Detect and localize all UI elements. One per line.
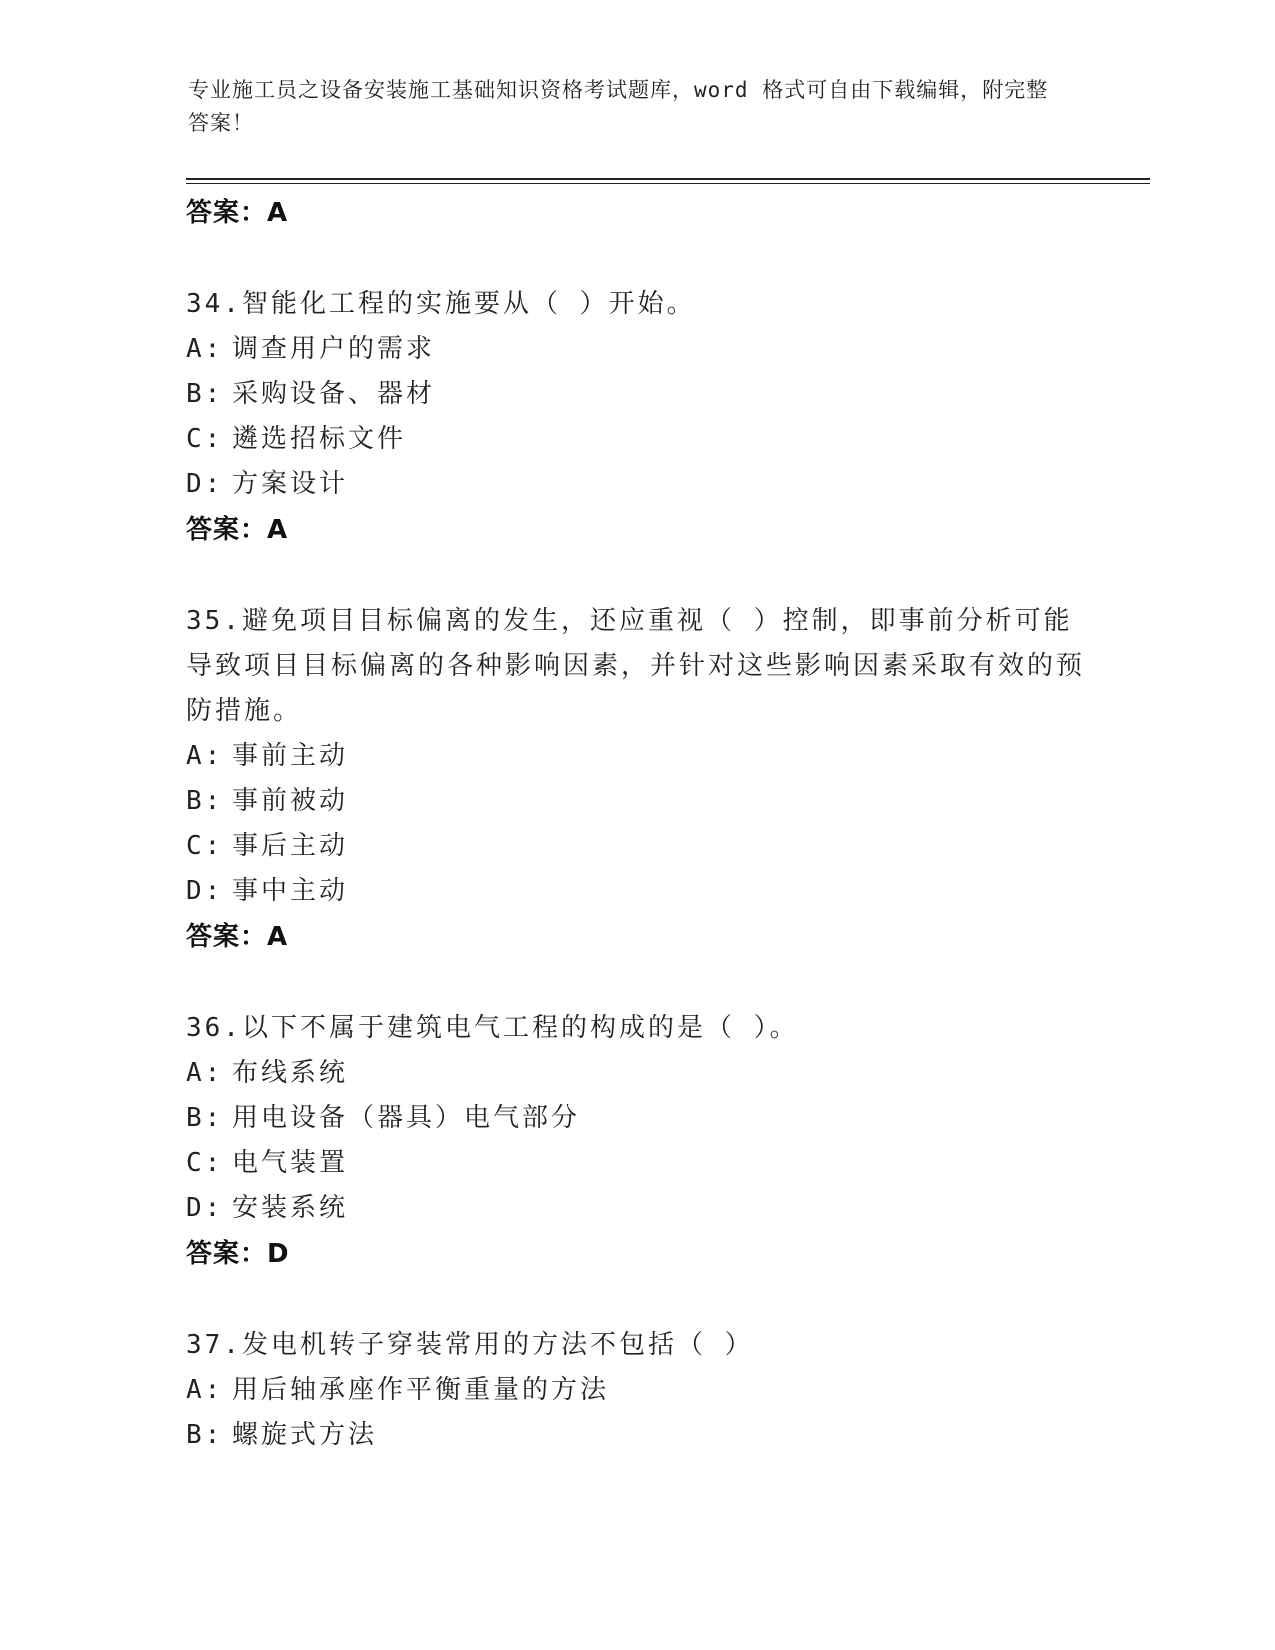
answer-line: 答案：A bbox=[186, 198, 289, 228]
option-letter: A: bbox=[186, 334, 224, 364]
option-c bbox=[186, 1141, 1086, 1186]
option-b bbox=[186, 1096, 1086, 1141]
question-35 bbox=[186, 599, 1086, 960]
question-34 bbox=[186, 282, 1086, 553]
option-letter: D: bbox=[186, 1193, 224, 1223]
option-text: 布线系统 bbox=[232, 1058, 349, 1088]
option-d bbox=[186, 462, 1086, 507]
option-d bbox=[186, 1186, 1086, 1231]
header-divider-thin bbox=[186, 183, 1150, 184]
option-text: 方案设计 bbox=[232, 469, 349, 499]
option-c bbox=[186, 824, 1086, 869]
option-letter: C: bbox=[186, 1148, 224, 1178]
question-stem: 34.智能化工程的实施要从（ ）开始。 bbox=[186, 289, 696, 319]
question-37 bbox=[186, 1323, 1086, 1458]
option-letter: A: bbox=[186, 1058, 224, 1088]
option-letter: B: bbox=[186, 1103, 224, 1133]
option-a bbox=[186, 734, 1086, 779]
document-header: 专业施工员之设备安装施工基础知识资格考试题库，word 格式可自由下载编辑，附完整答案！ bbox=[188, 78, 1049, 135]
question-stem: 37.发电机转子穿装常用的方法不包括（ ） bbox=[186, 1330, 754, 1360]
option-a bbox=[186, 1368, 1086, 1413]
answer-line: 答案：D bbox=[186, 1239, 290, 1269]
option-letter: B: bbox=[186, 379, 224, 409]
question-36 bbox=[186, 1006, 1086, 1277]
question-stem: 36.以下不属于建筑电气工程的构成的是（ ）。 bbox=[186, 1013, 799, 1043]
option-letter: C: bbox=[186, 831, 224, 861]
option-letter: D: bbox=[186, 876, 224, 906]
option-letter: A: bbox=[186, 1375, 224, 1405]
option-text: 用电设备（器具）电气部分 bbox=[232, 1103, 581, 1133]
answer-line: 答案：A bbox=[186, 922, 289, 952]
question-list bbox=[186, 190, 1086, 1458]
option-text: 用后轴承座作平衡重量的方法 bbox=[232, 1375, 610, 1405]
option-text: 事中主动 bbox=[232, 876, 349, 906]
header-divider bbox=[186, 178, 1150, 180]
option-text: 电气装置 bbox=[232, 1148, 349, 1178]
option-text: 事后主动 bbox=[232, 831, 349, 861]
option-d bbox=[186, 869, 1086, 914]
option-text: 螺旋式方法 bbox=[232, 1420, 378, 1450]
option-text: 采购设备、器材 bbox=[232, 379, 436, 409]
option-text: 事前被动 bbox=[232, 786, 349, 816]
option-letter: B: bbox=[186, 1420, 224, 1450]
option-letter: B: bbox=[186, 786, 224, 816]
option-letter: A: bbox=[186, 741, 224, 771]
option-text: 遴选招标文件 bbox=[232, 424, 407, 454]
option-a bbox=[186, 1051, 1086, 1096]
option-letter: C: bbox=[186, 424, 224, 454]
option-a bbox=[186, 327, 1086, 372]
option-text: 安装系统 bbox=[232, 1193, 349, 1223]
option-b bbox=[186, 779, 1086, 824]
option-b bbox=[186, 372, 1086, 417]
question-stem: 35.避免项目目标偏离的发生，还应重视（ ）控制，即事前分析可能导致项目目标偏离的各种影响因素，并针对这些影响因素采取有效的预防措施。 bbox=[186, 606, 1086, 726]
option-letter: D: bbox=[186, 469, 224, 499]
option-text: 调查用户的需求 bbox=[232, 334, 436, 364]
option-b bbox=[186, 1413, 1086, 1458]
option-c bbox=[186, 417, 1086, 462]
option-text: 事前主动 bbox=[232, 741, 349, 771]
answer-line: 答案：A bbox=[186, 515, 289, 545]
